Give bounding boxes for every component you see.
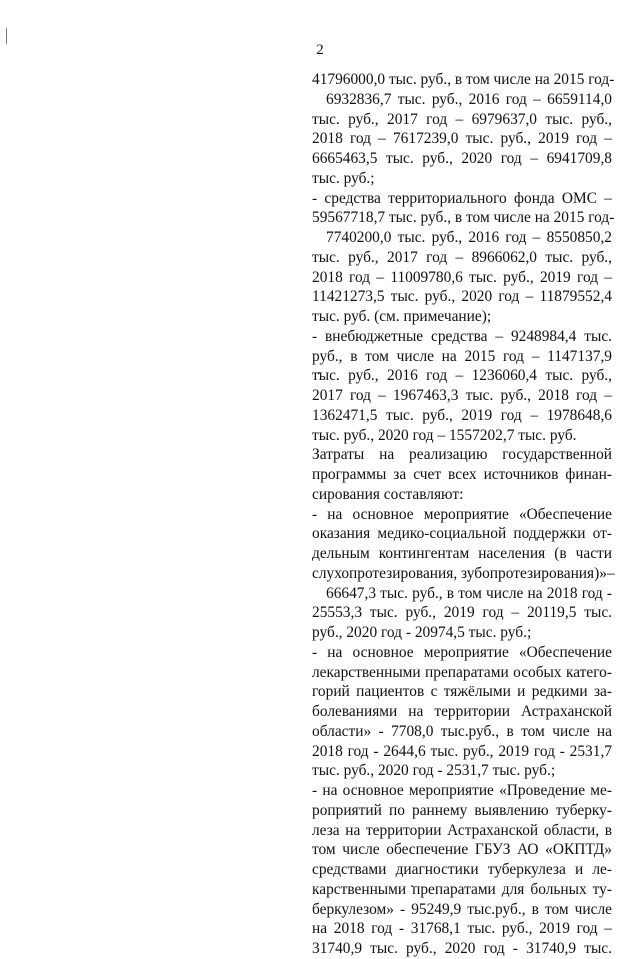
text-line: - на основное мероприятие «Обеспечение <box>312 643 612 661</box>
text-line: области» - 7708,0 тыс.руб., в том числе на <box>312 722 612 740</box>
text-line: горий пациентов с тяжёлыми и редкими за- <box>312 683 612 701</box>
text-line: слухопротезирования, зубопротезирования)»– <box>312 564 615 582</box>
text-line: 2017 год – 1967463,3 тыс. руб., 2018 год – <box>312 387 612 404</box>
text-line: 2018 год – 11009780,6 тыс. руб., 2019 год – <box>312 268 612 286</box>
text-line: лекарственными препаратами особых катего- <box>312 663 612 681</box>
text-line: 2018 год - 2644,6 тыс. руб., 2019 год - 2531,7 <box>312 742 612 760</box>
text-line: 7740200,0 тыс. руб., 2016 год – 8550850,2 <box>326 229 612 246</box>
text-line: руб., в том числе на 2015 год – 1147137,9 <box>312 347 612 365</box>
text-line: тыс. руб., 2017 год – 6979637,0 тыс. руб., <box>312 110 612 128</box>
text-line: 41796000,0 тыс. руб., в том числе на 2015 год- <box>312 71 615 88</box>
text-line: программы за счет всех источников финан- <box>312 466 612 483</box>
text-line: тыс. руб.; <box>312 169 375 187</box>
text-line: 6665463,5 тыс. руб., 2020 год – 6941709,8 <box>312 150 612 167</box>
text-line: 59567718,7 тыс. руб., в том числе на 2015 год- <box>312 209 615 227</box>
text-line: беркулезом» - 95249,9 тыс.руб., в том числе <box>312 900 612 918</box>
text-line: Затраты на реализацию государственной <box>312 446 612 464</box>
text-line: 31740,9 тыс. руб., 2020 год - 31740,9 тыс. <box>312 940 612 957</box>
text-line: 1362471,5 тыс. руб., 2019 год – 1978648,6 <box>312 406 612 424</box>
text-line: - на основное мероприятие «Обеспечение <box>312 505 612 523</box>
text-line: роприятий по раннему выявлению туберку- <box>312 801 612 819</box>
text-line: карственными препаратами для больных ту- <box>312 880 612 898</box>
text-line: тыс. руб. (см. примечание); <box>312 308 492 325</box>
text-line: - внебюджетные средства – 9248984,4 тыс. <box>312 327 612 345</box>
text-line: оказания медико-социальной поддержки от- <box>312 525 612 543</box>
text-line: 2018 год – 7617239,0 тыс. руб., 2019 год – <box>312 130 612 148</box>
text-line: тыс. руб., 2020 год - 2531,7 тыс. руб.; <box>312 762 556 780</box>
text-line: 6932836,7 тыс. руб., 2016 год – 6659114,0 <box>326 90 612 108</box>
text-line: 66647,3 тыс. руб., в том числе на 2018 год - <box>326 584 612 602</box>
text-line: на 2018 год - 31768,1 тыс. руб., 2019 год – <box>312 920 612 938</box>
text-line: 25553,3 тыс. руб., 2019 год – 20119,5 тыс. <box>312 604 612 622</box>
text-line: леза на территории Астраханской области, в <box>312 821 612 839</box>
text-line: болеваниями на территории Астраханской <box>312 703 612 720</box>
text-line: - средства территориального фонда ОМС – <box>312 189 612 207</box>
text-line: тыс. руб., 2016 год – 1236060,4 тыс. руб., <box>312 367 612 385</box>
text-line: - на основное мероприятие «Проведение ме- <box>312 782 612 799</box>
text-line: том числе обеспечение ГБУЗ АО «ОКПТД» <box>312 841 612 859</box>
text-line: дельным контингентам населения (в части <box>312 545 612 562</box>
text-line: средствами диагностики туберкулеза и ле- <box>312 861 612 878</box>
text-line: сирования составляют: <box>312 485 464 503</box>
document-text-column <box>312 70 615 959</box>
page-number: 2 <box>316 42 324 58</box>
text-line: 11421273,5 тыс. руб., 2020 год – 11879552,4 <box>312 288 612 306</box>
text-line: руб., 2020 год - 20974,5 тыс. руб.; <box>312 624 532 641</box>
text-line: тыс. руб., 2020 год – 1557202,7 тыс. руб. <box>312 426 577 444</box>
text-line: тыс. руб., 2017 год – 8966062,0 тыс. руб., <box>312 248 612 266</box>
